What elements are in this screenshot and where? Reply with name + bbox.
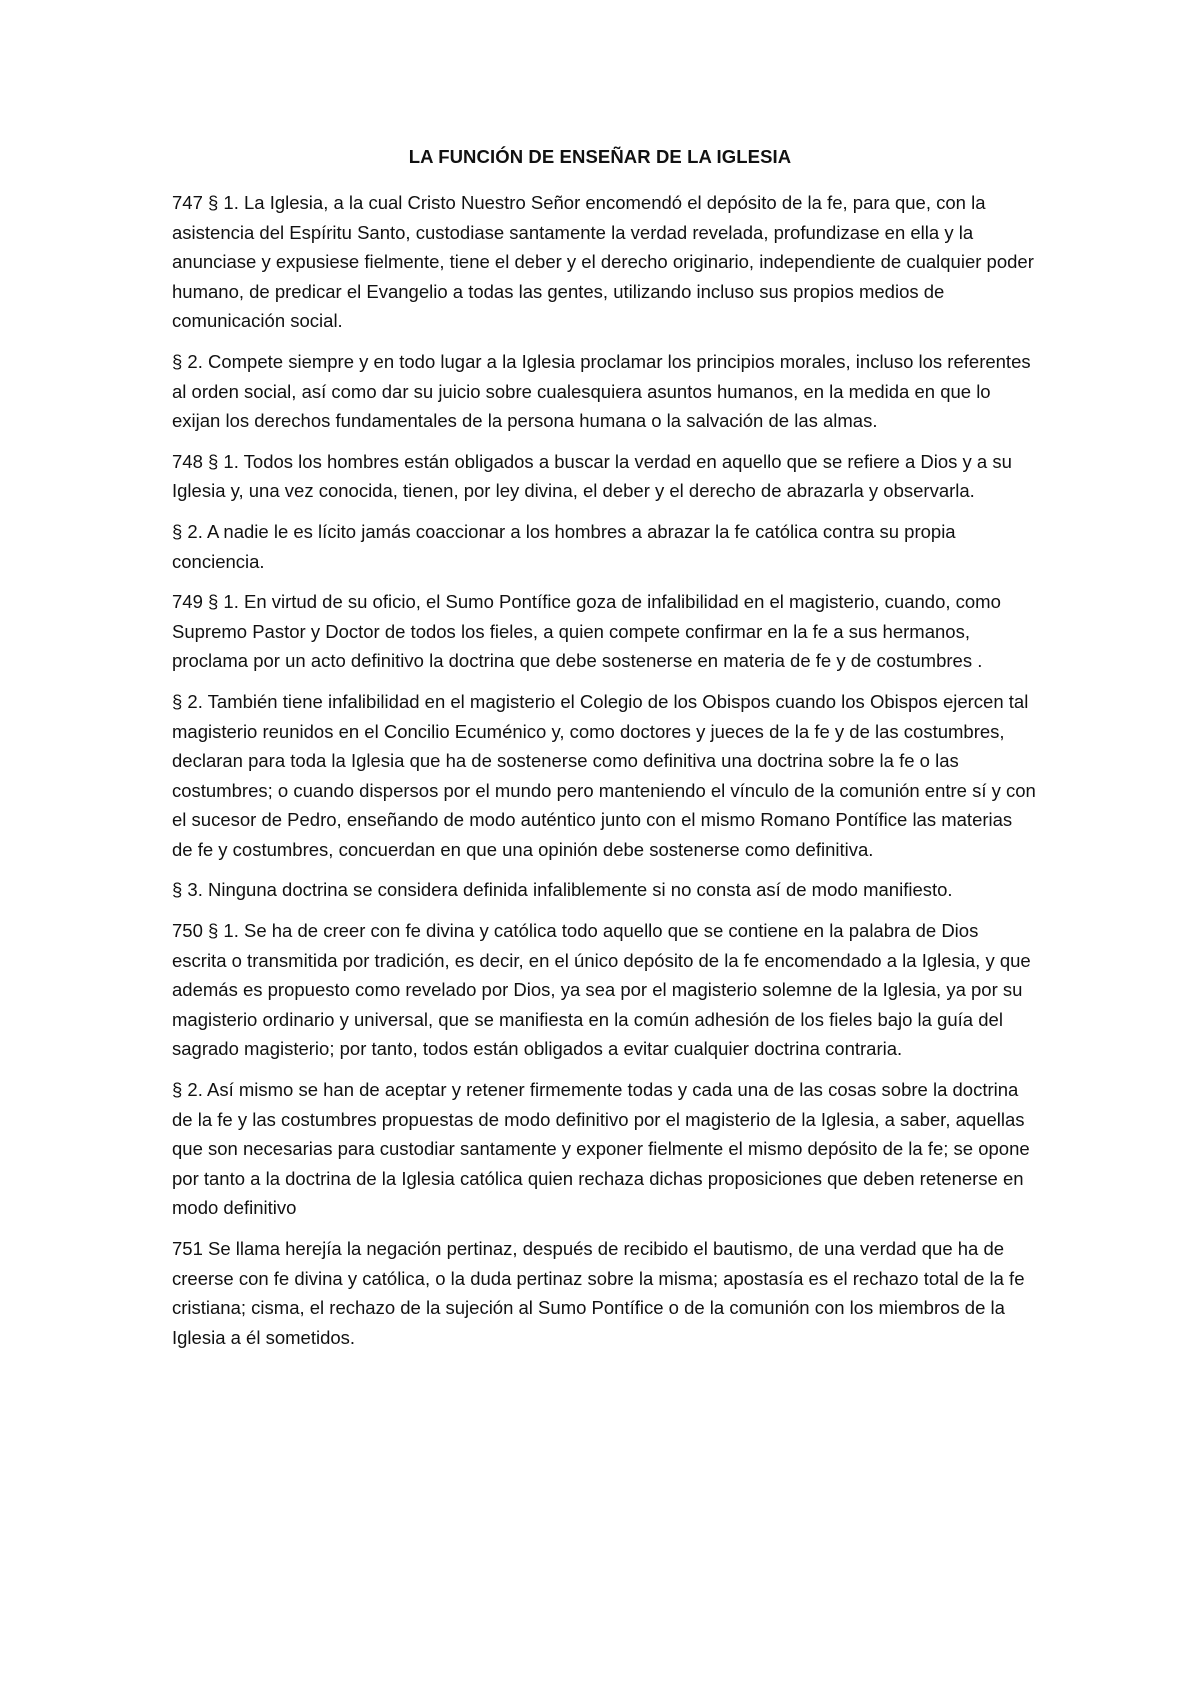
paragraph-747-2: § 2. Compete siempre y en todo lugar a la Iglesia proclamar los principios morales, incluso los referentes al orden social, así como dar su juicio sobre cualesquiera asuntos humanos, en la medida en que lo exijan los derechos fundamentales de la persona humana o la salvación de las almas.	[172, 350, 1031, 432]
paragraph-748-2: § 2. A nadie le es lícito jamás coaccionar a los hombres a abrazar la fe católica contra su propia conciencia.	[172, 520, 956, 572]
document-body	[172, 188, 1036, 1363]
paragraph-749-2: § 2. También tiene infalibilidad en el magisterio el Colegio de los Obispos cuando los Obispos ejercen tal magisterio reunidos en el Concilio Ecuménico y, como doctores y jueces de la fe y de las costumbres, declaran para toda la Iglesia que ha de sostenerse como definitiva una doctrina sobre la fe o las costumbres; o cuando dispersos por el mundo pero manteniendo el vínculo de la comunión entre sí y con el sucesor de Pedro, enseñando de modo auténtico junto con el mismo Romano Pontífice las materias de fe y costumbres, concuerdan en que una opinión debe sostenerse como definitiva.	[172, 690, 1036, 860]
paragraph-748-1: 748 § 1. Todos los hombres están obligados a buscar la verdad en aquello que se refiere a Dios y a su Iglesia y, una vez conocida, tienen, por ley divina, el deber y el derecho de abrazarla y observarla.	[172, 450, 1012, 502]
paragraph-747-1: 747 § 1. La Iglesia, a la cual Cristo Nuestro Señor encomendó el depósito de la fe, para que, con la asistencia del Espíritu Santo, custodiase santamente la verdad revelada, profundizase en ella y la anunciase y expusiese fielmente, tiene el deber y el derecho originario, independiente de cualquier poder humano, de predicar el Evangelio a todas las gentes, utilizando incluso sus propios medios de comunicación social.	[172, 192, 1034, 332]
paragraph-749-3: § 3. Ninguna doctrina se considera definida infaliblemente si no consta así de modo manifiesto.	[172, 879, 953, 901]
paragraph-750-2: § 2. Así mismo se han de aceptar y retener firmemente todas y cada una de las cosas sobre la doctrina de la fe y las costumbres propuestas de modo definitivo por el magisterio de la Iglesia, a saber, aquellas que son necesarias para custodiar santamente y exponer fielmente el mismo depósito de la fe; se opone por tanto a la doctrina de la Iglesia católica quien rechaza dichas proposiciones que deben retenerse en modo definitivo	[172, 1079, 1030, 1219]
document-title: LA FUNCIÓN DE ENSEÑAR DE LA IGLESIA	[408, 146, 792, 167]
paragraph-751: 751 Se llama herejía la negación pertinaz, después de recibido el bautismo, de una verdad que ha de creerse con fe divina y católica, o la duda pertinaz sobre la misma; apostasía es el rechazo total de la fe cristiana; cisma, el rechazo de la sujeción al Sumo Pontífice o de la comunión con los miembros de la Iglesia a él sometidos.	[172, 1238, 1025, 1348]
paragraph-749-1: 749 § 1. En virtud de su oficio, el Sumo Pontífice goza de infalibilidad en el magisterio, cuando, como Supremo Pastor y Doctor de todos los fieles, a quien compete confirmar en la fe a sus hermanos, proclama por un acto definitivo la doctrina que debe sostenerse en materia de fe y de costumbres .	[172, 591, 1001, 672]
paragraph-750-1: 750 § 1. Se ha de creer con fe divina y católica todo aquello que se contiene en la palabra de Dios escrita o transmitida por tradición, es decir, en el único depósito de la fe encomendado a la Iglesia, y que además es propuesto como revelado por Dios, ya sea por el magisterio solemne de la Iglesia, ya por su magisterio ordinario y universal, que se manifiesta en la común adhesión de los fieles bajo la guía del sagrado magisterio; por tanto, todos están obligados a evitar cualquier doctrina contraria.	[172, 920, 1031, 1060]
